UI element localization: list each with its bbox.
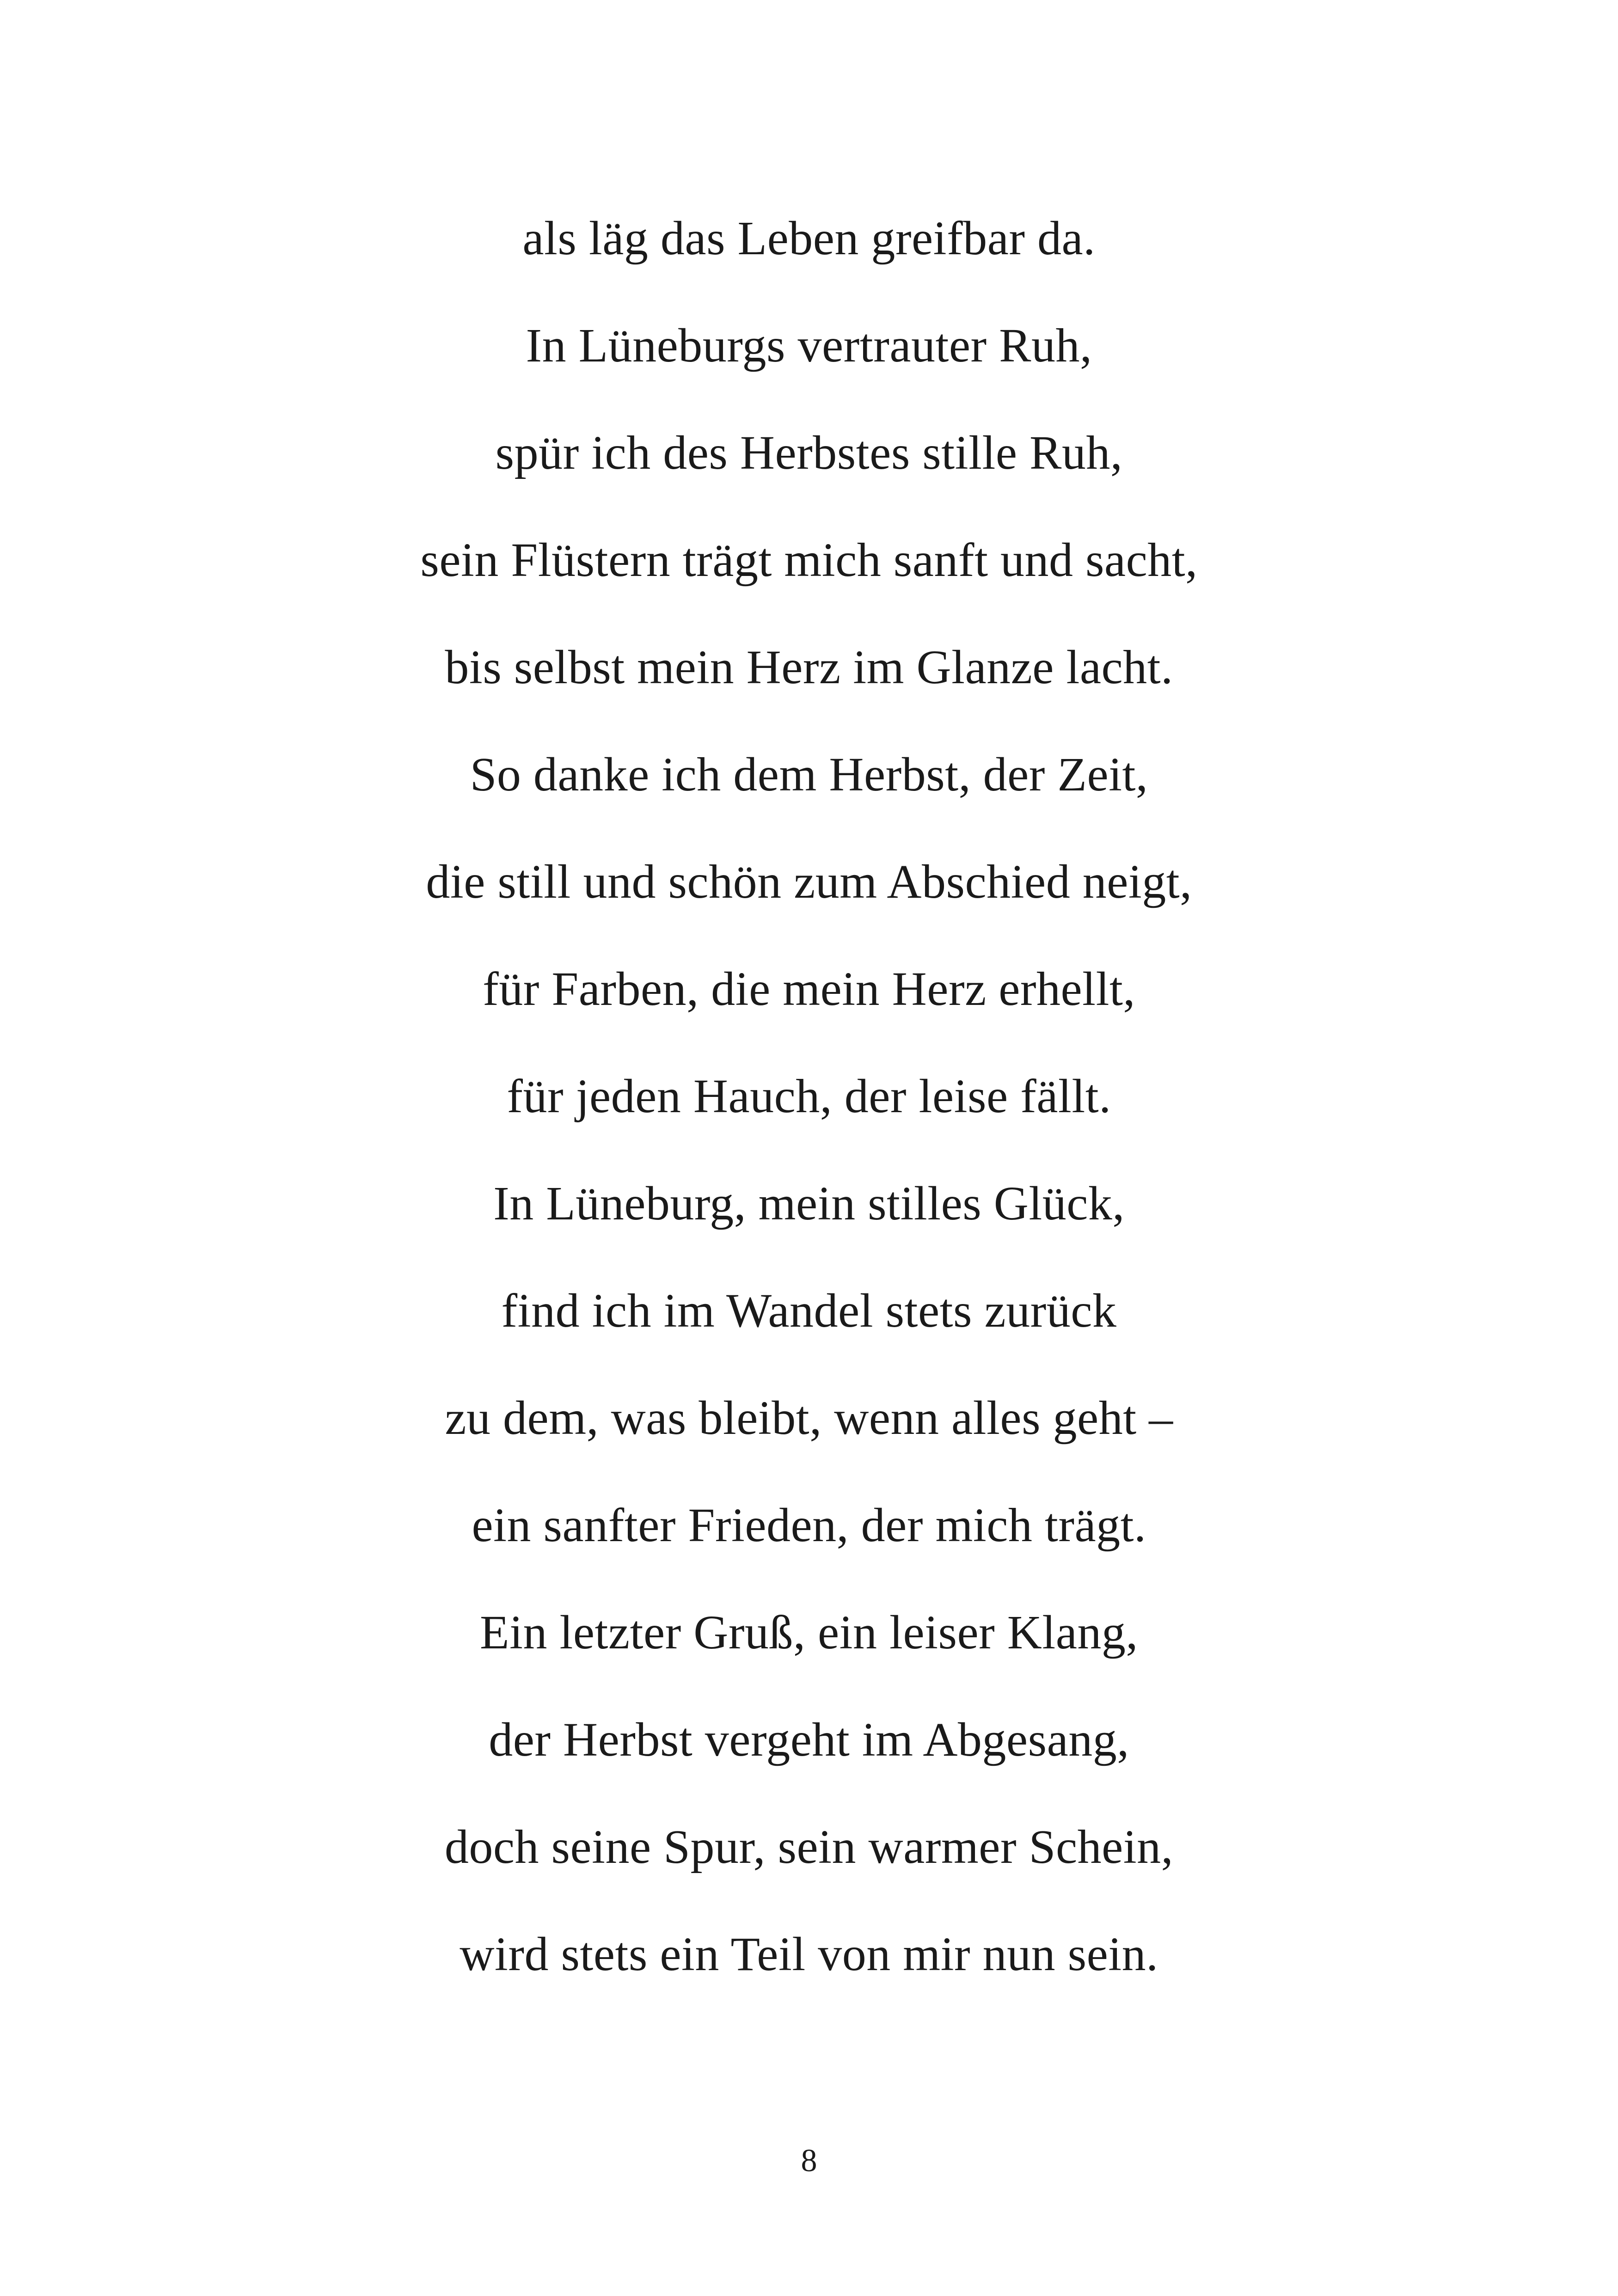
verse-line: bis selbst mein Herz im Glanze lacht. — [445, 641, 1173, 694]
verse-line: doch seine Spur, sein warmer Schein, — [444, 1820, 1174, 1874]
verse-line: sein Flüstern trägt mich sanft und sacht, — [420, 533, 1198, 587]
verse-line: So danke ich dem Herbst, der Zeit, — [470, 748, 1148, 801]
verse-line: für jeden Hauch, der leise fällt. — [507, 1070, 1111, 1123]
verse-line: wird stets ein Teil von mir nun sein. — [460, 1928, 1158, 1981]
verse-line: zu dem, was bleibt, wenn alles geht – — [445, 1391, 1173, 1445]
poem-body — [0, 185, 1618, 2008]
page-number: 8 — [801, 2143, 817, 2179]
verse-line: der Herbst vergeht im Abgesang, — [489, 1713, 1129, 1766]
verse-line: ein sanfter Frieden, der mich trägt. — [472, 1499, 1146, 1552]
verse-line: die still und schön zum Abschied neigt, — [426, 855, 1192, 908]
verse-line: In Lüneburgs vertrauter Ruh, — [526, 319, 1092, 372]
verse-line: find ich im Wandel stets zurück — [501, 1284, 1117, 1337]
verse-line: als läg das Leben greifbar da. — [522, 212, 1096, 265]
verse-line: für Farben, die mein Herz erhellt, — [483, 962, 1135, 1016]
verse-line: In Lüneburg, mein stilles Glück, — [493, 1177, 1125, 1230]
verse-line: Ein letzter Gruß, ein leiser Klang, — [480, 1606, 1138, 1659]
verse-line: spür ich des Herbstes stille Ruh, — [495, 426, 1123, 479]
